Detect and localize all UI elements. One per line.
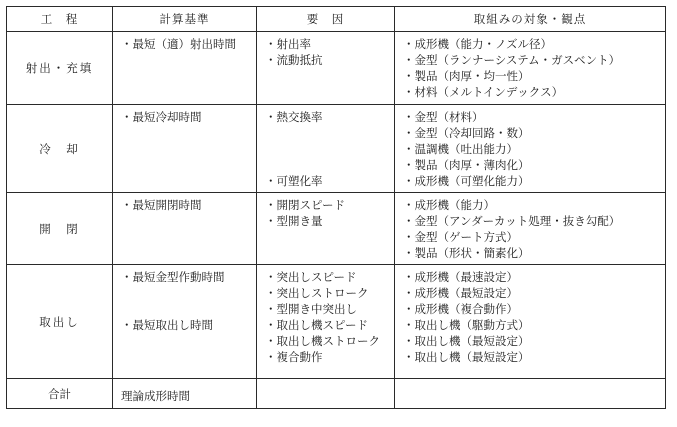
target-item: ・成形機（可塑化能力）: [403, 174, 530, 188]
total-label: 合計: [7, 379, 113, 409]
target-item: ・製品（形状・簡素化）: [403, 246, 530, 260]
targets-cell: [395, 193, 666, 265]
criteria-cell: [113, 193, 257, 265]
header-row: [7, 7, 666, 32]
table-row: [7, 105, 666, 193]
stage-cell: 冷 却: [7, 105, 113, 193]
factors-cell: [257, 193, 395, 265]
table-row: [7, 32, 666, 105]
factor-item: ・可塑化率: [265, 174, 323, 188]
factors-cell: [257, 32, 395, 105]
criteria-cell: [113, 265, 257, 379]
factor-item: ・突出しストローク: [265, 286, 369, 300]
target-item: ・温調機（吐出能力）: [403, 142, 518, 156]
target-item: ・成形機（最速設定）: [403, 270, 518, 284]
target-item: ・金型（ランナーシステム・ガスベント）: [403, 53, 621, 67]
criteria-cell: [113, 105, 257, 193]
criteria-item: ・最短取出し時間: [121, 318, 213, 332]
factor-item: ・突出しスピード: [265, 270, 357, 284]
factor-item: ・型開き中突出し: [265, 302, 357, 316]
target-item: ・金型（材料）: [403, 110, 484, 124]
targets-cell: [395, 265, 666, 379]
factor-item: ・取出し機スピード: [265, 318, 369, 332]
target-item: ・製品（肉厚・均一性）: [403, 69, 530, 83]
criteria-item: ・最短（適）射出時間: [121, 37, 236, 51]
target-item: ・成形機（最短設定）: [403, 286, 518, 300]
factor-item: ・流動抵抗: [265, 53, 323, 67]
total-row: [7, 379, 666, 409]
target-item: ・金型（アンダーカット処理・抜き勾配）: [403, 214, 621, 228]
empty-cell: [257, 379, 395, 409]
target-item: ・製品（肉厚・薄肉化）: [403, 158, 530, 172]
empty-cell: [395, 379, 666, 409]
factor-item: ・型開き量: [265, 214, 323, 228]
criteria-item: ・最短冷却時間: [121, 110, 202, 124]
factor-item: ・取出し機ストローク: [265, 334, 380, 348]
target-item: ・成形機（複合動作）: [403, 302, 518, 316]
table-row: [7, 265, 666, 379]
target-item: ・成形機（能力・ノズル径）: [403, 37, 553, 51]
targets-cell: [395, 32, 666, 105]
factor-item: ・熱交換率: [265, 110, 323, 124]
target-item: ・取出し機（駆動方式）: [403, 318, 530, 332]
target-item: ・成形機（能力）: [403, 198, 495, 212]
factor-item: ・開閉スピード: [265, 198, 346, 212]
header-targets: 取組みの対象・観点: [395, 7, 666, 32]
factors-cell: [257, 265, 395, 379]
targets-cell: [395, 105, 666, 193]
target-item: ・金型（ゲート方式）: [403, 230, 518, 244]
process-time-table: [6, 6, 666, 418]
stage-cell: 取出し: [7, 265, 113, 379]
criteria-cell: [113, 32, 257, 105]
factor-item: ・射出率: [265, 37, 311, 51]
target-item: ・取出し機（最短設定）: [403, 334, 530, 348]
factors-cell: [257, 105, 395, 193]
criteria-item: ・最短開閉時間: [121, 198, 202, 212]
target-item: ・材料（メルトインデックス）: [403, 85, 564, 99]
table-row: [7, 193, 666, 265]
header-factors: 要 因: [257, 7, 395, 32]
criteria-item: ・最短金型作動時間: [121, 270, 225, 284]
header-criteria: 計算基準: [113, 7, 257, 32]
total-value: 理論成形時間: [113, 379, 257, 409]
target-item: ・取出し機（最短設定）: [403, 350, 530, 364]
stage-cell: 開 閉: [7, 193, 113, 265]
table: [6, 6, 666, 409]
factor-item: ・複合動作: [265, 350, 323, 364]
target-item: ・金型（冷却回路・数）: [403, 126, 530, 140]
header-process: 工 程: [7, 7, 113, 32]
stage-cell: 射出・充填: [7, 32, 113, 105]
